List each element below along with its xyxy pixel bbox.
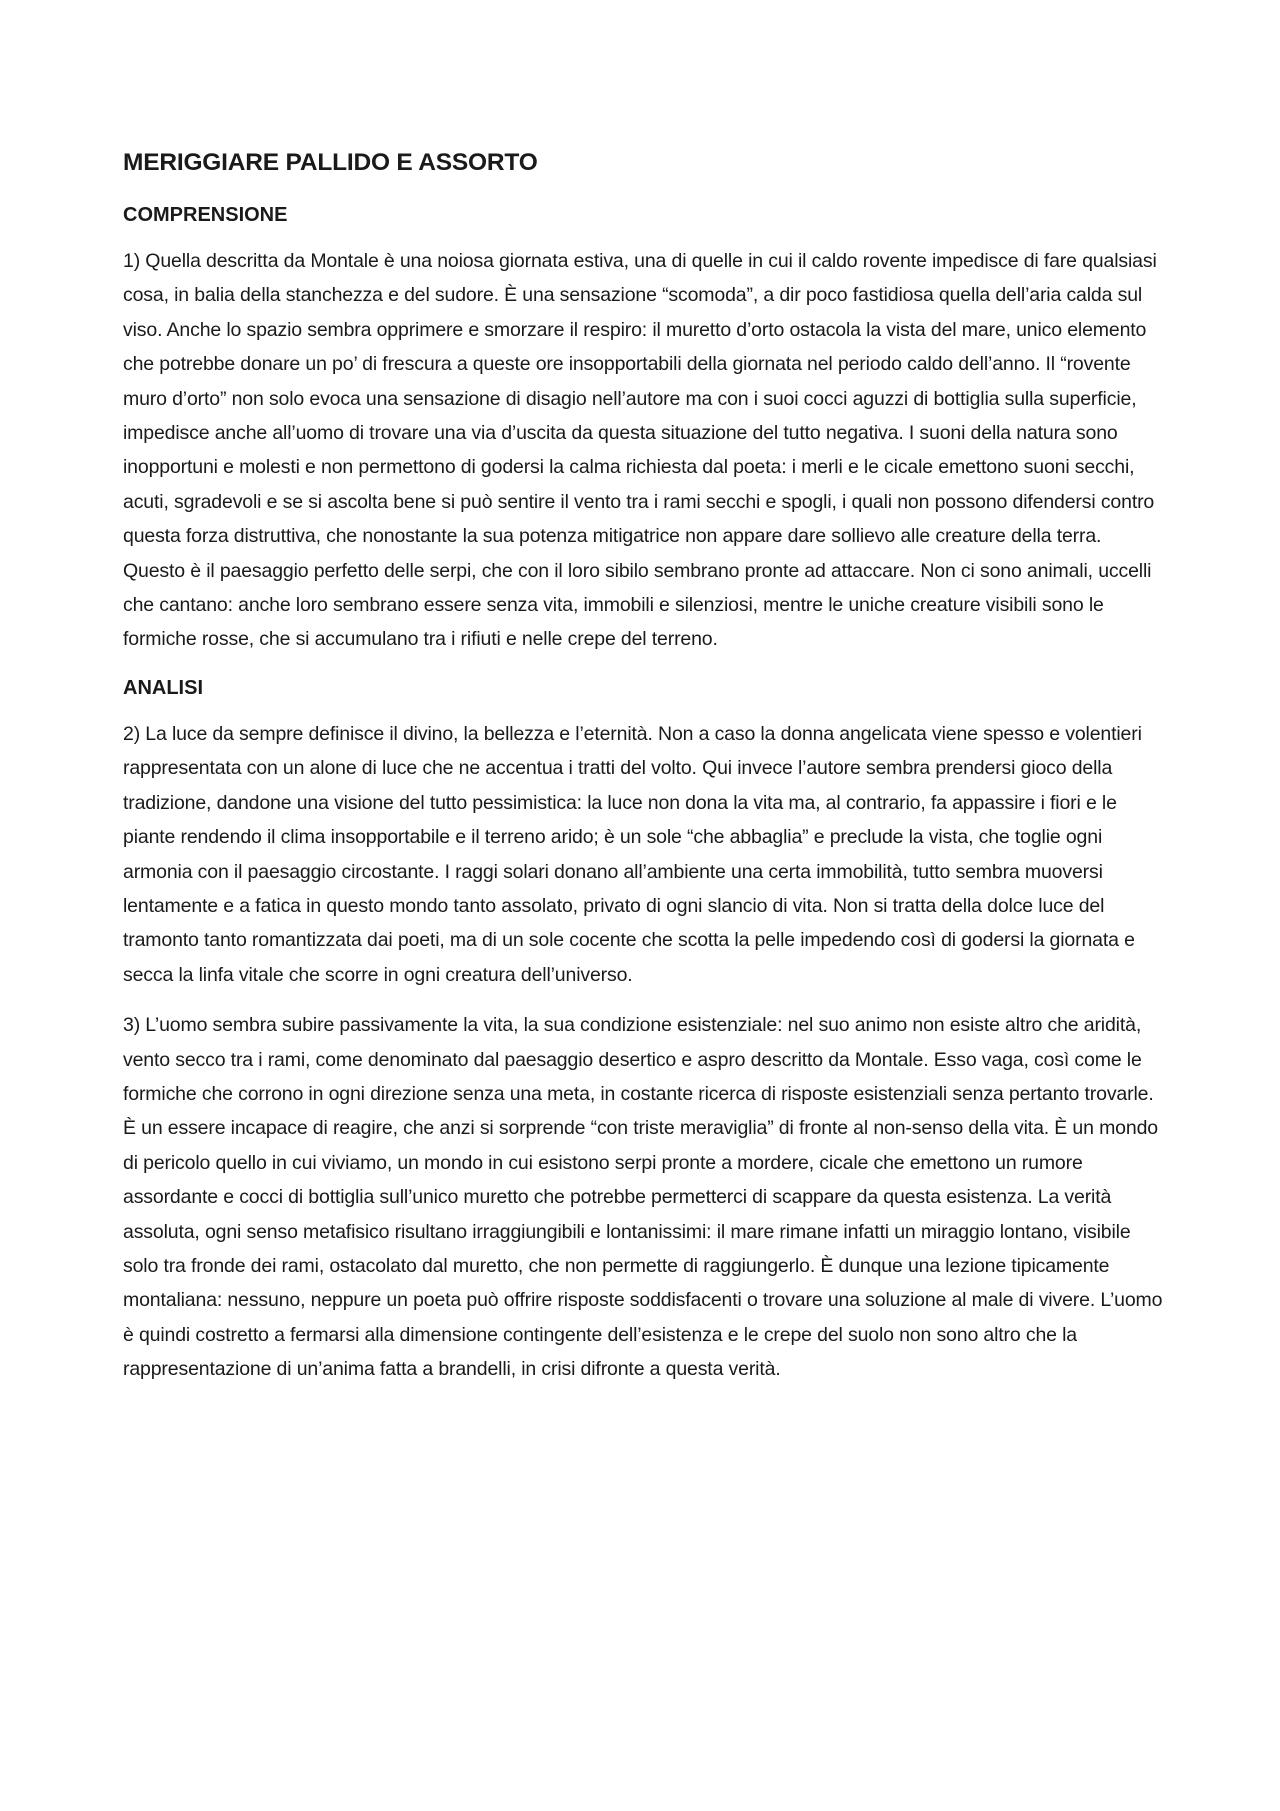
paragraph-3: 3) L’uomo sembra subire passivamente la vita, la sua condizione esistenziale: nel suo animo non esiste altro che aridità, vento secco tra i rami, come denominato dal paesaggio desertico e aspro descritto da Montale. Esso vaga, così come le formiche che corrono in ogni direzione senza una meta, in costante ricerca di risposte esistenziali senza pertanto trovarle. È un essere incapace di reagire, che anzi si sorprende “con triste meraviglia” di fronte al non-senso della vita. È un mondo di pericolo quello in cui viviamo, un mondo in cui esistono serpi pronte a mordere, cicale che emettono un rumore assordante e cocci di bottiglia sull’unico muretto che potrebbe permetterci di scappare da questa esistenza. La verità assoluta, ogni senso metafisico risultano irraggiungibili e lontanissimi: il mare rimane infatti un miraggio lontano, visibile solo tra fronde dei rami, ostacolato dal muretto, che non permette di raggiungerlo. È dunque una lezione tipicamente montaliana: nessuno, neppure un poeta può offrire risposte soddisfacenti o trovare una soluzione al male di vivere. L’uomo è quindi costretto a fermarsi alla dimensione contingente dell’esistenza e le crepe del suolo non sono altro che la rappresentazione di un’anima fatta a brandelli, in crisi difronte a questa verità. [123, 1014, 1163, 1381]
document-page [123, 146, 1168, 1403]
section-comprensione [123, 200, 1168, 657]
section-heading-analisi: ANALISI [123, 676, 203, 699]
section-heading-comprensione: COMPRENSIONE [123, 204, 288, 226]
section-analisi [123, 673, 1168, 1387]
paragraph-2: 2) La luce da sempre definisce il divino, la bellezza e l’eternità. Non a caso la donna angelicata viene spesso e volentieri rappresentata con un alone di luce che ne accentua i tratti del volto. Qui invece l’autore sembra prendersi gioco della tradizione, dandone una visione del tutto pessimistica: la luce non dona la vita ma, al contrario, fa appassire i fiori e le piante rendendo il clima insopportabile e il terreno arido; è un sole “che abbaglia” e preclude la vista, che toglie ogni armonia con il paesaggio circostante. I raggi solari donano all’ambiente una certa immobilità, tutto sembra muoversi lentamente e a fatica in questo mondo tanto assolato, privato di ogni slancio di vita. Non si tratta della dolce luce del tramonto tanto romantizzata dai poeti, ma di un sole cocente che scotta la pelle impedendo così di godersi la giornata e secca la linfa vitale che scorre in ogni creatura dell’universo. [123, 722, 1142, 986]
document-title: MERIGGIARE PALLIDO E ASSORTO [123, 149, 538, 176]
paragraph-1: 1) Quella descritta da Montale è una noiosa giornata estiva, una di quelle in cui il caldo rovente impedisce di fare qualsiasi cosa, in balia della stanchezza e del sudore. È una sensazione “scomoda”, a dir poco fastidiosa quella dell’aria calda sul viso. Anche lo spazio sembra opprimere e smorzare il respiro: il muretto d’orto ostacola la vista del mare, unico elemento che potrebbe donare un po’ di frescura a queste ore insopportabili della giornata nel periodo caldo dell’anno. Il “rovente muro d’orto” non solo evoca una sensazione di disagio nell’autore ma con i suoi cocci aguzzi di bottiglia sulla superficie, impedisce anche all’uomo di trovare una via d’uscita da questa situazione del tutto negativa. I suoni della natura sono inopportuni e molesti e non permettono di godersi la calma richiesta dal poeta: i merli e le cicale emettono suoni secchi, acuti, sgradevoli e se si ascolta bene si può sentire il vento tra i rami secchi e spogli, i quali non possono difendersi contro questa forza distruttiva, che nonostante la sua potenza mitigatrice non appare dare sollievo alle creature della terra. Questo è il paesaggio perfetto delle serpi, che con il loro sibilo sembrano pronte ad attaccare. Non ci sono animali, uccelli che cantano: anche loro sembrano essere senza vita, immobili e silenziosi, mentre le uniche creature visibili sono le formiche rosse, che si accumulano tra i rifiuti e nelle crepe del terreno. [123, 250, 1157, 651]
